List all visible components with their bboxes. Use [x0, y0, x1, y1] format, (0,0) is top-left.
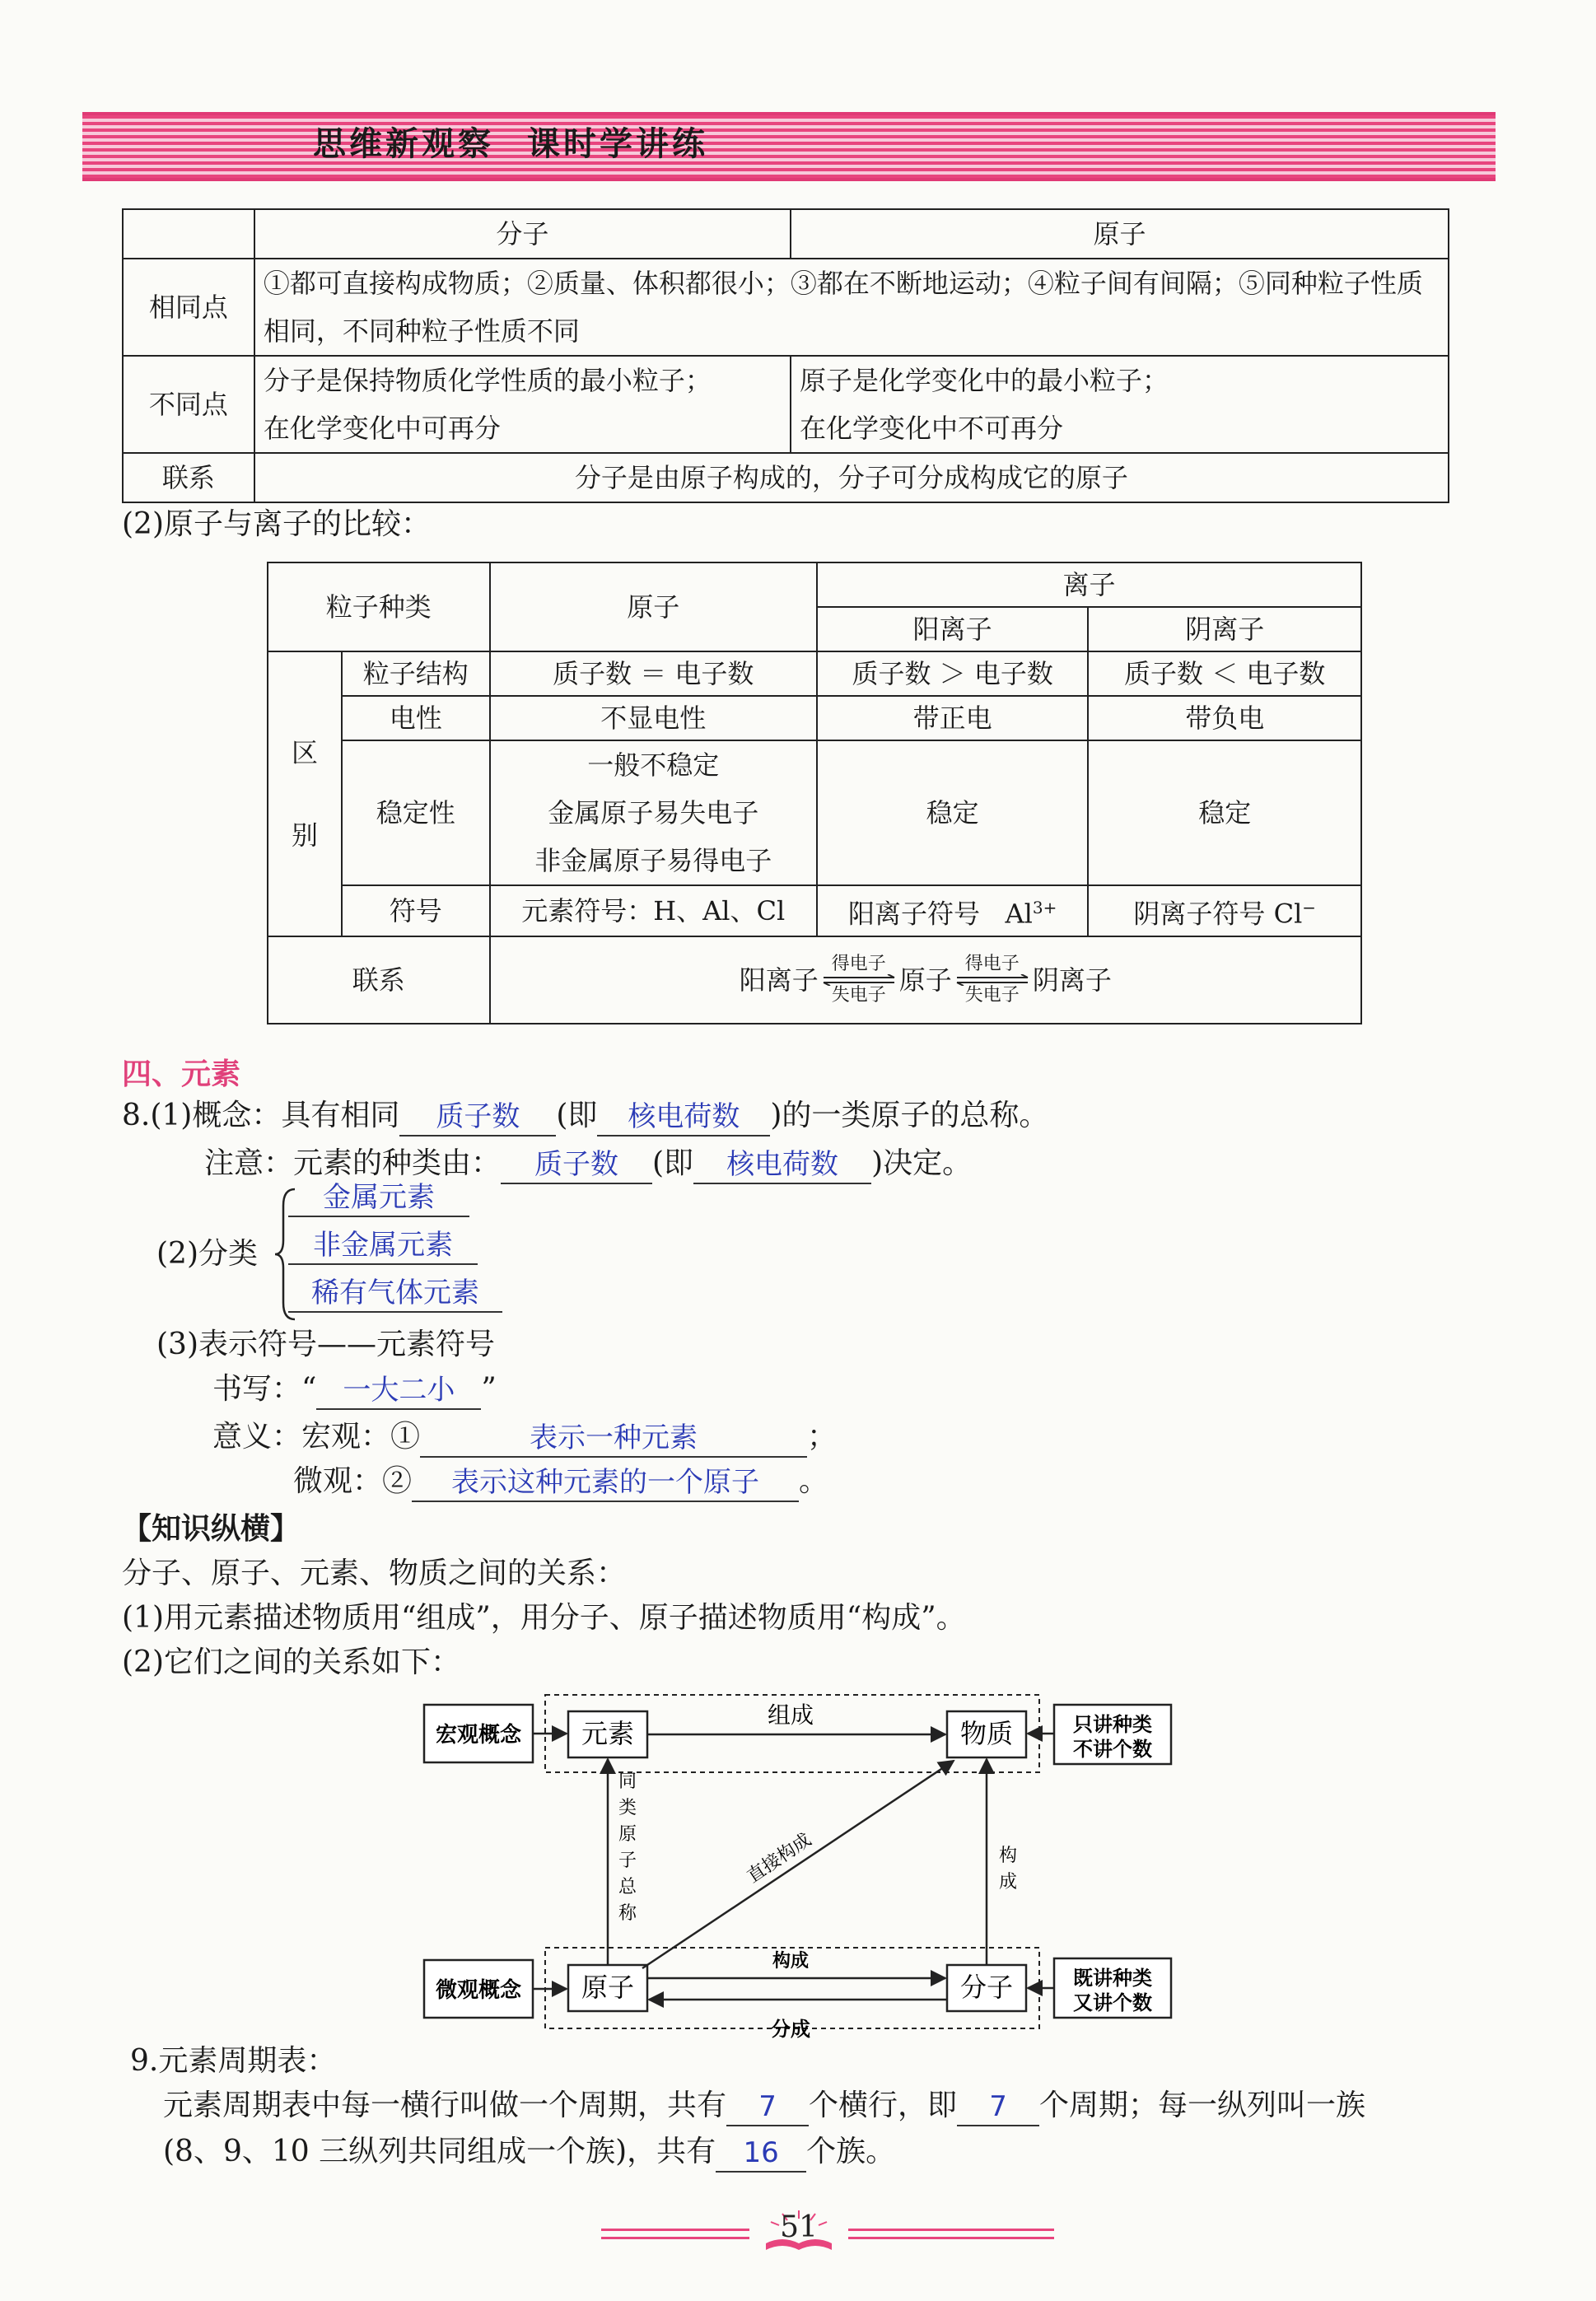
q8-meaning-blank: 表示一种元素: [420, 1420, 807, 1458]
construct-v-0: 构: [998, 1846, 1018, 1866]
q9-blank3: 16: [716, 2135, 806, 2173]
decompose-label: 分成: [771, 2018, 810, 2041]
q8-write: [212, 1369, 497, 1410]
q8-p2-a: 注意：元素的种类由：: [204, 1146, 502, 1180]
t2-stability-atom: [490, 740, 817, 885]
q8-micro-blank: 表示这种元素的一个原子: [412, 1464, 799, 1502]
construct-label: 构成: [772, 1951, 810, 1972]
t1-same-text: ①都可直接构成物质；②质量、体积都很小；③都在不断地运动；④粒子间有间隔；⑤同种粒子性质相同，不同种粒子性质不同: [254, 259, 1449, 356]
t2-diff-2: 别: [291, 819, 318, 851]
q8-meaning-c: ；: [807, 1420, 838, 1454]
t2-structure-atom: 质子数 ＝ 电子数: [490, 651, 817, 696]
t2-link-cation: 阳离子: [739, 964, 819, 996]
t2-stab-atom-3: 非金属原子易得电子: [534, 845, 772, 876]
double-arrow-icon: [822, 974, 896, 986]
direct-label: 直接构成: [743, 1829, 815, 1888]
t2-link-label: 联系: [268, 936, 490, 1024]
t1-link-label: 联系: [123, 453, 254, 502]
q8-class-2: 非金属元素: [288, 1227, 478, 1265]
molecule-atom-table: [122, 208, 1449, 503]
t1-header-molecule: 分子: [254, 209, 791, 259]
t1-diff-label: 不同点: [123, 356, 254, 453]
t2-charge-anion: 带负电: [1088, 696, 1361, 740]
t2-stability-cation: 稳定: [817, 740, 1089, 885]
q9-l1-c: 个横行，即: [809, 2089, 958, 2122]
q9-l2-c: 个族。: [806, 2135, 896, 2168]
t1-diff-mol-2: 在化学变化中可再分: [263, 413, 501, 444]
t2-charge-cation: 带正电: [817, 696, 1089, 740]
q8-micro: [293, 1461, 828, 1502]
q8-class-list: [288, 1179, 502, 1313]
q8-meaning-a: 意义：宏观：①: [212, 1420, 421, 1454]
t1-header-atom: 原子: [791, 209, 1449, 259]
t2-stability-label: 稳定性: [342, 740, 490, 885]
both-1: 既讲种类: [1073, 1967, 1152, 1990]
t2-arrow-2: [955, 954, 1029, 1006]
q9-line2: [163, 2131, 895, 2173]
t2-anion-header: 阴离子: [1088, 607, 1361, 651]
header-left: 思维新观察: [313, 125, 494, 163]
same-kind-5: 称: [618, 1903, 637, 1924]
q8-p1-blank1: 质子数: [399, 1099, 556, 1136]
same-kind-3: 子: [618, 1851, 637, 1871]
q8-class-label: (2)分类: [156, 1237, 258, 1271]
footer-line-right-2: [848, 2237, 1054, 2239]
q8-micro-c: 。: [799, 1464, 829, 1498]
t1-diff-atom-1: 原子是化学变化中的最小粒子；: [800, 365, 1169, 396]
t2-anion-sup: −: [1302, 898, 1317, 917]
t2-lose-1: 失电子: [831, 984, 886, 1006]
t2-structure-anion: 质子数 ＜ 电子数: [1088, 651, 1361, 696]
t2-cation-sym: Al: [1005, 898, 1033, 930]
t2-symbol-atom: 元素符号：H、Al、Cl: [490, 885, 817, 936]
t2-cation-sup: 3+: [1032, 898, 1057, 917]
knowledge-l1: 分子、原子、元素、物质之间的关系：: [122, 1557, 627, 1590]
t2-arrow-1: [822, 954, 896, 1006]
q8-class-1: 金属元素: [288, 1179, 469, 1217]
t2-ion-header: 离子: [817, 562, 1361, 607]
q8-p1-a: 8.(1)概念：具有相同: [122, 1099, 400, 1132]
header-banner: [82, 112, 1496, 181]
footer-line-left: [601, 2229, 749, 2231]
footer-line-left-2: [601, 2237, 749, 2239]
q8-p1-d: )的一类原子的总称。: [770, 1099, 1049, 1132]
t2-link-anion: 阴离子: [1032, 964, 1112, 996]
t2-charge-atom: 不显电性: [490, 696, 817, 740]
same-kind-2: 原: [618, 1824, 637, 1845]
t2-link-atom: 原子: [898, 964, 952, 996]
q8-p2-blank2: 核电荷数: [693, 1146, 871, 1184]
t2-gain-2: 得电子: [964, 953, 1020, 974]
molecule-label: 分子: [959, 1972, 1014, 2003]
t2-stab-atom-2: 金属原子易失电子: [548, 797, 759, 828]
page-number: 51: [780, 2210, 818, 2244]
element-label: 元素: [581, 1718, 635, 1749]
t2-symbol-cation: [817, 885, 1089, 936]
t2-anion-text: 阴离子符号: [1133, 898, 1266, 930]
compose-label: 组成: [767, 1701, 814, 1729]
t2-symbol-anion: [1088, 885, 1361, 936]
q9-l1-a: 元素周期表中每一横行叫做一个周期，共有: [163, 2089, 727, 2122]
q8-p1-c: (即: [556, 1099, 598, 1132]
t2-structure-label: 粒子结构: [342, 651, 490, 696]
knowledge-title: 【知识纵横】: [122, 1512, 301, 1546]
t2-stab-atom-1: 一般不稳定: [587, 749, 720, 781]
substance-label: 物质: [959, 1718, 1014, 1749]
micro-label: 微观概念: [435, 1978, 522, 2003]
only-kind-2: 不讲个数: [1073, 1738, 1152, 1761]
header-right: 课时学讲练: [527, 125, 708, 163]
t2-stability-anion: 稳定: [1088, 740, 1361, 885]
t1-diff-molecule: [254, 356, 791, 453]
t2-cation-text: 阳离子符号: [848, 898, 981, 930]
same-kind-label: [618, 1771, 637, 1924]
footer-line-right: [848, 2229, 1054, 2231]
t1-diff-atom: [791, 356, 1449, 453]
q8-meaning: [212, 1417, 837, 1458]
double-arrow-icon: [955, 974, 1029, 986]
t2-lose-2: 失电子: [964, 984, 1020, 1006]
q9-title: 9.元素周期表：: [130, 2044, 337, 2078]
macro-label: 宏观概念: [435, 1723, 522, 1748]
construct-v-1: 成: [998, 1872, 1018, 1893]
t2-diff-label: [268, 651, 342, 936]
t1-same-label: 相同点: [123, 259, 254, 356]
q9-blank1: 7: [726, 2089, 809, 2126]
t2-anion-sym: Cl: [1273, 898, 1303, 930]
t2-diff-1: 区: [291, 736, 318, 768]
t1-diff-mol-1: 分子是保持物质化学性质的最小粒子；: [263, 365, 712, 396]
t2-cation-header: 阳离子: [817, 607, 1089, 651]
section4-title: 四、元素: [122, 1057, 241, 1091]
q8-line2: [204, 1143, 972, 1184]
q8-p2-d: )决定。: [871, 1146, 973, 1180]
atom-label: 原子: [581, 1972, 635, 2003]
q9-l1-e: 个周期；每一纵列叫一族: [1039, 2089, 1366, 2122]
q8-micro-a: 微观：②: [293, 1464, 413, 1498]
q8-class-3: 稀有气体元素: [288, 1275, 502, 1313]
q8-write-blank: 一大二小: [316, 1372, 481, 1410]
q8-p2-c: (即: [652, 1146, 694, 1180]
atom-ion-table: [267, 562, 1362, 1024]
t2-symbol-label: 符号: [342, 885, 490, 936]
relation-diagram: [412, 1680, 1186, 2042]
t2-charge-label: 电性: [342, 696, 490, 740]
t1-diff-atom-2: 在化学变化中不可再分: [800, 413, 1064, 444]
knowledge-l3: (2)它们之间的关系如下：: [122, 1645, 460, 1679]
header-title: [313, 117, 708, 171]
t2-gain-1: 得电子: [831, 953, 886, 974]
t2-kind-label: 粒子种类: [268, 562, 490, 651]
same-kind-4: 总: [618, 1877, 637, 1897]
same-kind-0: 同: [618, 1771, 637, 1792]
q8-write-a: 书写：“: [212, 1372, 317, 1406]
q8-p1-blank2: 核电荷数: [597, 1099, 770, 1136]
only-kind-1: 只讲种类: [1073, 1713, 1152, 1736]
t2-structure-cation: 质子数 ＞ 电子数: [817, 651, 1089, 696]
q8-write-c: ”: [481, 1372, 497, 1406]
t2-link-cell: [490, 936, 1361, 1024]
q8-p2-blank1: 质子数: [501, 1146, 652, 1184]
t2-atom-header: 原子: [490, 562, 817, 651]
q9-l2-a: (8、9、10 三纵列共同组成一个族)，共有: [163, 2135, 716, 2168]
arrow-direct: [642, 1761, 954, 1968]
section2-title: (2)原子与离子的比较：: [122, 507, 431, 541]
same-kind-1: 类: [618, 1798, 637, 1818]
both-2: 又讲个数: [1073, 1991, 1152, 2014]
q8-line1: [122, 1095, 1048, 1136]
q9-blank2: 7: [957, 2089, 1039, 2126]
knowledge-l2: (1)用元素描述物质用“组成”，用分子、原子描述物质用“构成”。: [122, 1601, 966, 1635]
q9-line1: [163, 2085, 1365, 2126]
t1-link-text: 分子是由原子构成的，分子可分成构成它的原子: [254, 453, 1449, 502]
q8-symbol-title: (3)表示符号——元素符号: [156, 1328, 495, 1361]
t1-corner: [123, 209, 254, 259]
